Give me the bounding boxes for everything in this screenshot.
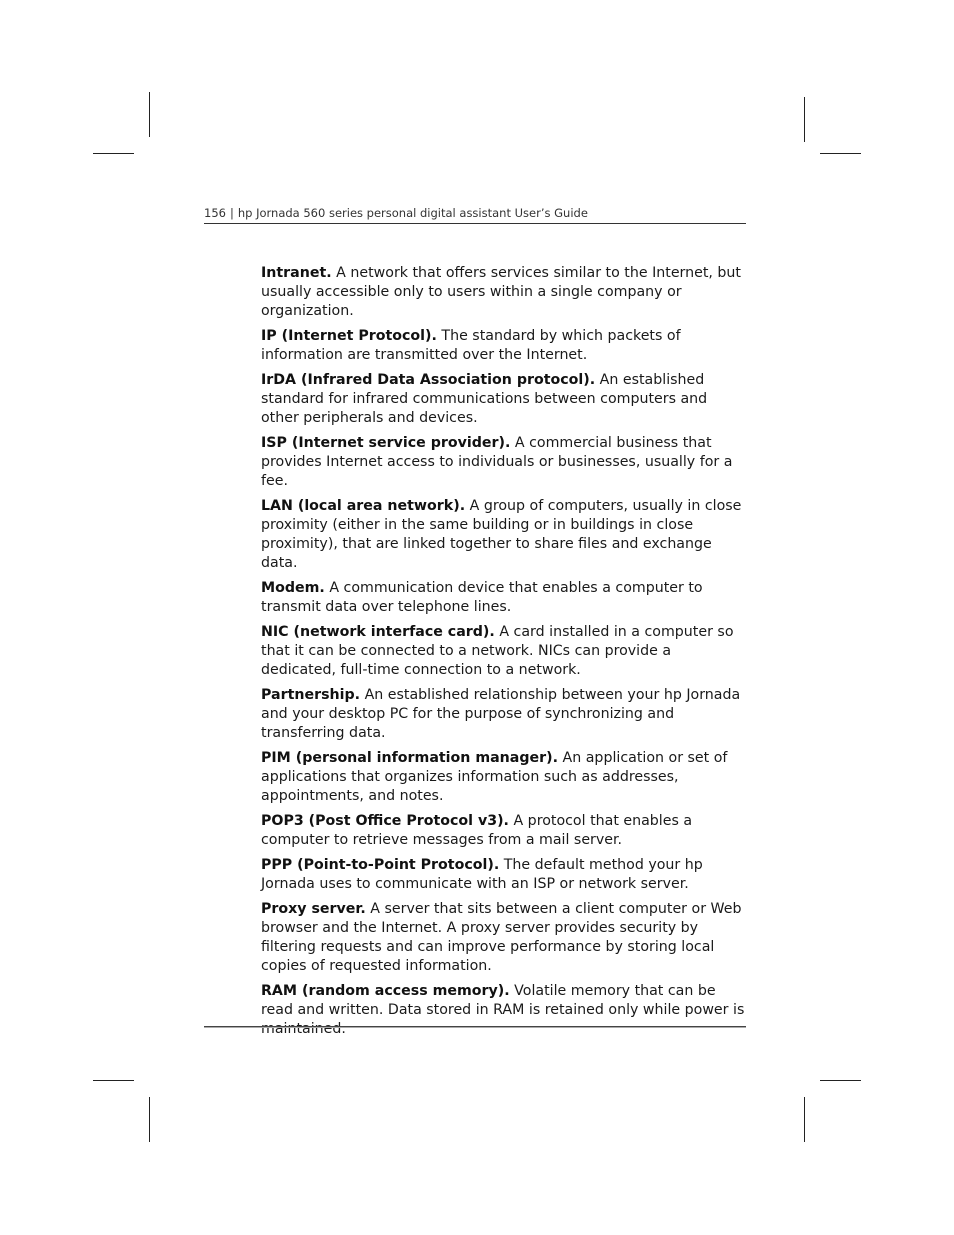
- glossary-entry: [261, 749, 747, 806]
- glossary-definition: A group of computers, usually in close proximity (either in the same building or in buildings in close proximity), that are linked together to share files and exchange data.: [261, 498, 742, 571]
- crop-mark-top-right-horizontal: [820, 153, 861, 154]
- glossary-entry: [261, 982, 747, 1039]
- glossary-definition: A network that offers services similar to the Internet, but usually accessible only to users within a single company or organization.: [261, 265, 741, 319]
- glossary-definition: A card installed in a computer so that it can be connected to a network. NICs can provide a dedicated, full-time connection to a network.: [261, 624, 734, 678]
- glossary-term: IrDA (Infrared Data Association protocol).: [261, 372, 596, 388]
- glossary-term: PPP (Point-to-Point Protocol).: [261, 857, 500, 873]
- glossary-entry: [261, 900, 747, 976]
- glossary-definition: An established relationship between your hp Jornada and your desktop PC for the purpose of synchronizing and transferring data.: [261, 687, 741, 741]
- glossary-definition: Volatile memory that can be read and written. Data stored in RAM is retained only while power is maintained.: [261, 983, 745, 1037]
- glossary-entry: [261, 497, 747, 573]
- glossary-term: PIM (personal information manager).: [261, 750, 559, 766]
- crop-mark-bottom-right-vertical: [804, 1097, 805, 1142]
- glossary-term: LAN (local area network).: [261, 498, 466, 514]
- footer-rule: [204, 1026, 746, 1028]
- glossary-definition: A commercial business that provides Internet access to individuals or businesses, usually for a fee.: [261, 435, 733, 489]
- glossary-definition: An established standard for infrared communications between computers and other peripherals and devices.: [261, 372, 708, 426]
- glossary-list: [261, 264, 747, 1045]
- guide-title: hp Jornada 560 series personal digital assistant User’s Guide: [237, 206, 588, 220]
- glossary-entry: [261, 812, 747, 850]
- glossary-term: ISP (Internet service provider).: [261, 435, 511, 451]
- glossary-entry: [261, 686, 747, 743]
- glossary-entry: [261, 371, 747, 428]
- glossary-term: RAM (random access memory).: [261, 983, 510, 999]
- glossary-definition: A server that sits between a client computer or Web browser and the Internet. A proxy server provides security by filtering requests and can improve performance by storing local copies of requested information.: [261, 901, 742, 974]
- glossary-definition: The standard by which packets of information are transmitted over the Internet.: [261, 328, 681, 363]
- glossary-term: Proxy server.: [261, 901, 366, 917]
- crop-mark-top-left-horizontal: [93, 153, 134, 154]
- crop-mark-bottom-left-vertical: [149, 1097, 150, 1142]
- glossary-entry: [261, 579, 747, 617]
- crop-mark-top-left-vertical: [149, 92, 150, 137]
- crop-mark-bottom-left-horizontal: [93, 1080, 134, 1081]
- page-number: 156: [204, 206, 226, 220]
- glossary-definition: A protocol that enables a computer to retrieve messages from a mail server.: [261, 813, 693, 848]
- glossary-definition: An application or set of applications that organizes information such as addresses, appointments, and notes.: [261, 750, 728, 804]
- glossary-entry: [261, 264, 747, 321]
- glossary-term: Partnership.: [261, 687, 361, 703]
- glossary-term: Modem.: [261, 580, 325, 596]
- running-header: [204, 205, 746, 224]
- header-separator: |: [229, 206, 234, 220]
- glossary-entry: [261, 623, 747, 680]
- glossary-entry: [261, 327, 747, 365]
- glossary-term: POP3 (Post Office Protocol v3).: [261, 813, 509, 829]
- glossary-term: IP (Internet Protocol).: [261, 328, 437, 344]
- glossary-definition: The default method your hp Jornada uses to communicate with an ISP or network server.: [261, 857, 703, 892]
- glossary-entry: [261, 434, 747, 491]
- glossary-definition: A communication device that enables a computer to transmit data over telephone lines.: [261, 580, 703, 615]
- crop-mark-bottom-right-horizontal: [820, 1080, 861, 1081]
- glossary-term: Intranet.: [261, 265, 332, 281]
- glossary-term: NIC (network interface card).: [261, 624, 495, 640]
- glossary-entry: [261, 856, 747, 894]
- crop-mark-top-right-vertical: [804, 97, 805, 142]
